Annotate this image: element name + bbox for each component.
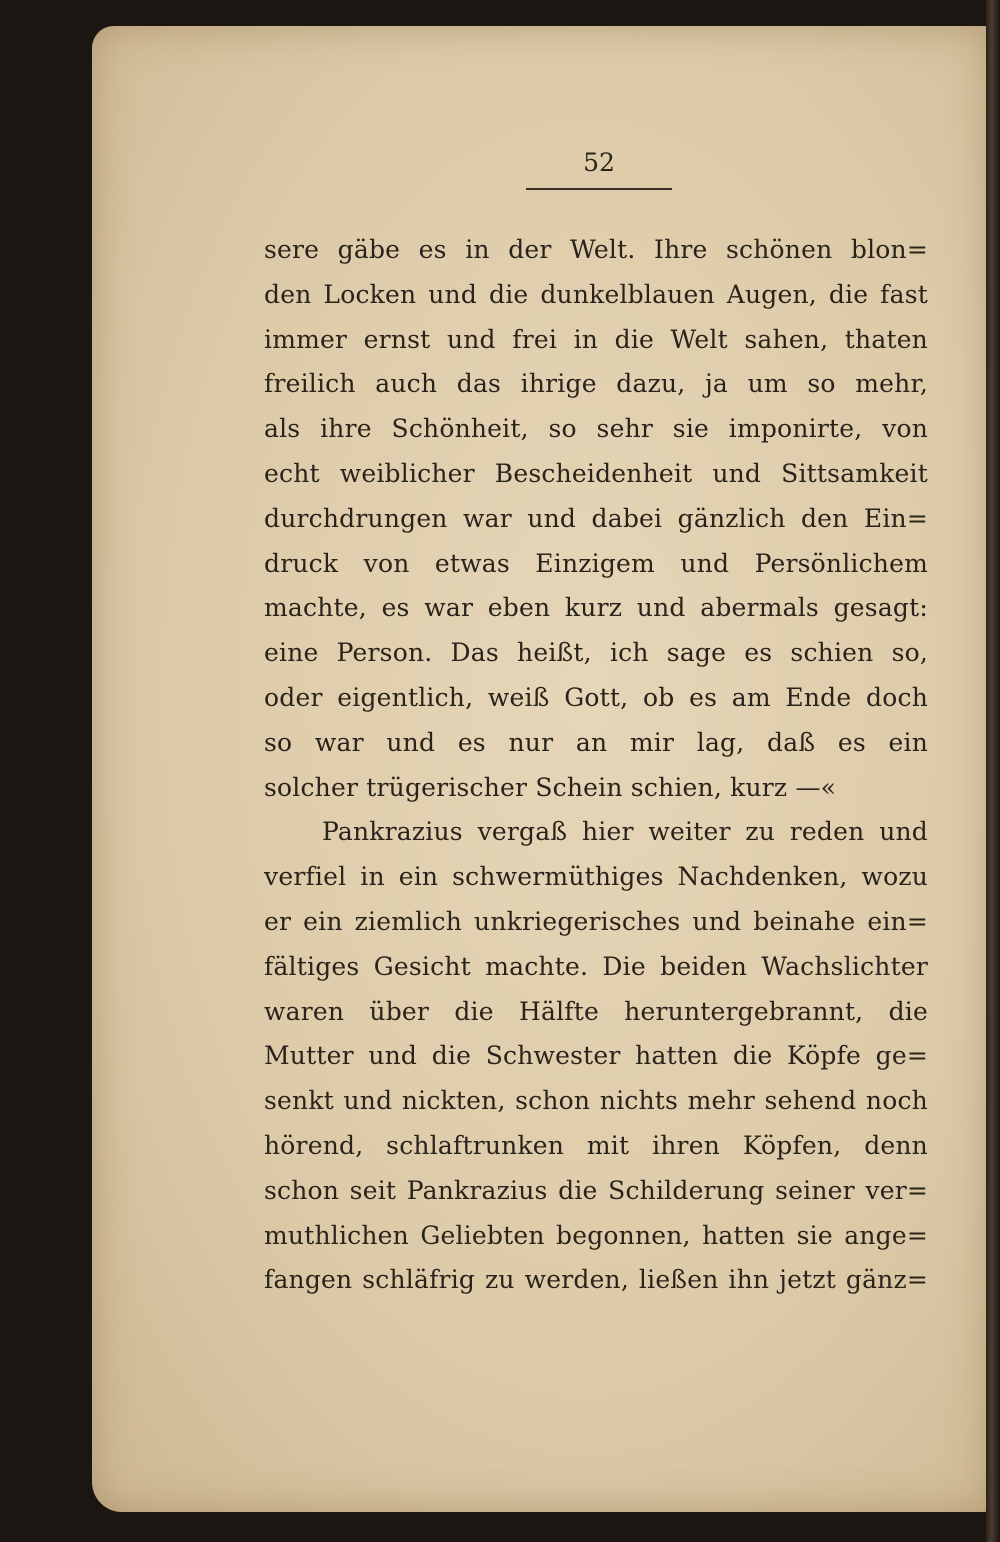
text-line: so war und es nur an mir lag, daß es ein bbox=[264, 727, 928, 757]
text-line: freilich auch das ihrige dazu, ja um so mehr, bbox=[264, 369, 928, 399]
text-line: schon seit Pankrazius die Schilderung seiner ver= bbox=[264, 1175, 928, 1205]
text-line: muthlichen Geliebten begonnen, hatten sie ange= bbox=[264, 1220, 928, 1250]
text-line: fangen schläfrig zu werden, ließen ihn jetzt gänz= bbox=[264, 1265, 928, 1295]
text-line: druck von etwas Einzigem und Persönlichem bbox=[264, 548, 928, 578]
text-line: als ihre Schönheit, so sehr sie imponirte, von bbox=[264, 414, 928, 444]
text-line: den Locken und die dunkelblauen Augen, die fast bbox=[264, 279, 928, 309]
text-line: machte, es war eben kurz und abermals gesagt: bbox=[264, 593, 928, 623]
text-line: solcher trügerischer Schein schien, kurz —« bbox=[264, 772, 837, 802]
text-line: durchdrungen war und dabei gänzlich den Ein= bbox=[264, 503, 928, 533]
text-line: eine Person. Das heißt, ich sage es schien so, bbox=[264, 638, 928, 668]
text-line: senkt und nickten, schon nichts mehr sehend noch bbox=[264, 1086, 928, 1116]
text-line: fältiges Gesicht machte. Die beiden Wachslichter bbox=[264, 951, 928, 981]
header-rule bbox=[526, 188, 672, 190]
text-line: verfiel in ein schwermüthiges Nachdenken, wozu bbox=[264, 862, 928, 892]
text-line: waren über die Hälfte heruntergebrannt, die bbox=[264, 996, 928, 1026]
body-text bbox=[264, 228, 928, 1303]
page-number: 52 bbox=[583, 148, 615, 177]
text-line: immer ernst und frei in die Welt sahen, thaten bbox=[264, 324, 928, 354]
text-line: er ein ziemlich unkriegerisches und beinahe ein= bbox=[264, 906, 928, 936]
text-line: Mutter und die Schwester hatten die Köpfe ge= bbox=[264, 1041, 928, 1071]
book-spine-edge bbox=[986, 0, 1000, 1542]
text-line: hörend, schlaftrunken mit ihren Köpfen, denn bbox=[264, 1130, 928, 1160]
text-line: echt weiblicher Bescheidenheit und Sittsamkeit bbox=[264, 458, 928, 488]
text-line: oder eigentlich, weiß Gott, ob es am Ende doch bbox=[264, 682, 928, 712]
text-line: sere gäbe es in der Welt. Ihre schönen blon= bbox=[264, 235, 928, 264]
text-line: Pankrazius vergaß hier weiter zu reden und bbox=[322, 817, 928, 847]
